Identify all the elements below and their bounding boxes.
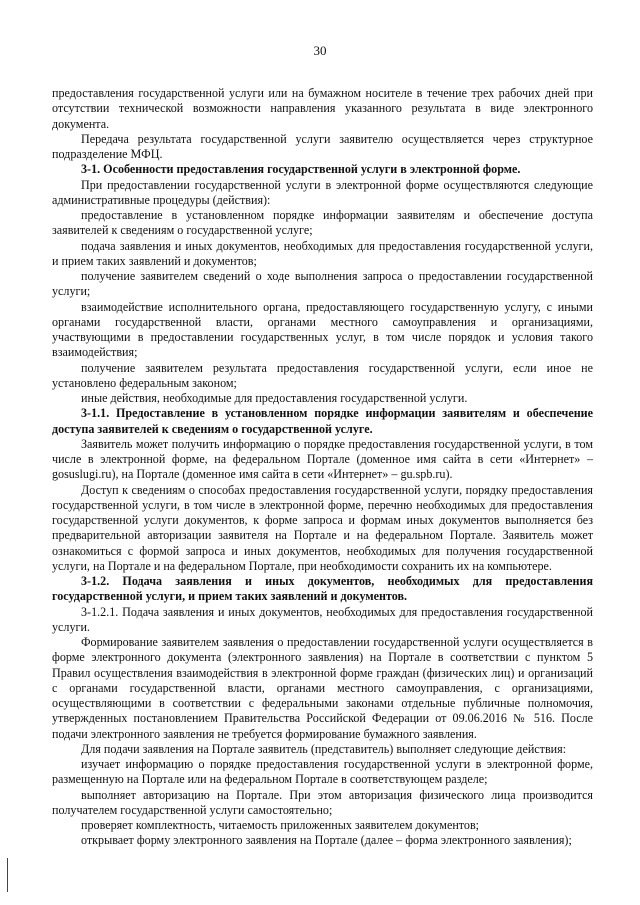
document-body xyxy=(52,86,593,849)
list-item-check-documents: проверяет комплектность, читаемость приложенных заявителем документов; xyxy=(81,818,480,832)
section-heading-3-1-2: 3-1.2. Подача заявления и иных документов, необходимых для предоставления государственной услуги, и прием таких заявлений и документов. xyxy=(52,574,593,604)
section-heading-3-1-2-1: 3-1.2.1. Подача заявления и иных документов, необходимых для предоставления государственной услуги. xyxy=(52,604,593,634)
list-item-authorization: выполняет авторизацию на Портале. При этом авторизация физического лица производится получателем государственной услуги самостоятельно; xyxy=(52,787,593,817)
section-heading-3-1: 3-1. Особенности предоставления государственной услуги в электронной форме. xyxy=(81,162,521,177)
paragraph-applicant-actions: Для подачи заявления на Портале заявитель (представитель) выполняет следующие действия: xyxy=(81,741,567,756)
scan-margin-mark xyxy=(7,858,8,892)
paragraph-procedures-intro: При предоставлении государственной услуги в электронной форме осуществляются следующие административные процедуры (действия): xyxy=(52,177,593,207)
paragraph-mfc-transfer: Передача результата государственной услуги заявителю осуществляется через структурное подразделение МФЦ. xyxy=(52,131,593,161)
page-number: 30 xyxy=(313,43,327,58)
list-item-open-form: открывает форму электронного заявления на Портале (далее – форма электронного заявления); xyxy=(81,833,572,848)
paragraph-electronic-form: Формирование заявителем заявления о предоставлении государственной услуги осуществляется в форме электронного документа (электронного заявления) на Портале в соответствии с пунктом 5 Правил осуществления взаимодействия в электронной форме граждан (физических лиц) и организаций с органами государственной власти, органами местного самоуправления, с организациями, осуществляющими в соответствии с федеральными законами отдельные публичные полномочия, утвержденных постановлением Правительства Российской Федерации от 09.06.2016 № 516. После подачи электронного заявления не требуется формирование бумажного заявления. xyxy=(52,635,593,741)
paragraph-access-without-auth: Доступ к сведениям о способах предоставления государственной услуги, порядку предоставления государственной услуги, в том числе в электронной форме, перечню необходимых для предоставления государственной услуги документов, к форме запроса и формам иных документов выполняется без предварительной авторизации заявителя на Портале и на федеральном Портале. Заявитель может ознакомиться с формой запроса и иных документов, необходимых для получения государственной услуги, на Портале и на федеральном Портале, при необходимости сохранить их на компьютере. xyxy=(52,482,593,573)
list-item-study-info: изучает информацию о порядке предоставления государственной услуги в электронной форме, размещенную на Портале или на федеральном Портале в соответствующем разделе; xyxy=(52,757,593,787)
list-item-status-info: получение заявителем сведений о ходе выполнения запроса о предоставлении государственной услуги; xyxy=(52,269,593,299)
paragraph-result-delivery: предоставления государственной услуги или на бумажном носителе в течение трех рабочих дней при отсутствии технической возможности направления указанного результата в виде электронного документа. xyxy=(52,86,593,131)
section-heading-3-1-1: 3-1.1. Предоставление в установленном порядке информации заявителям и обеспечение доступа заявителей к сведениям о государственной услуге. xyxy=(52,406,593,436)
list-item-application-submission: подача заявления и иных документов, необходимых для предоставления государственной услуги, и прием таких заявлений и документов; xyxy=(52,238,593,268)
list-item-result-receipt: получение заявителем результата предоставления государственной услуги, если иное не установлено федеральным законом; xyxy=(52,360,593,390)
list-item-other-actions: иные действия, необходимые для предоставления государственной услуги. xyxy=(81,391,468,405)
paragraph-portal-info: Заявитель может получить информацию о порядке предоставления государственной услуги, в том числе в электронной форме, на федеральном Портале (доменное имя сайта в сети «Интернет» – gosuslugi.ru), на Портале (доменное имя сайта в сети «Интернет» – gu.spb.ru). xyxy=(52,436,593,482)
list-item-information: предоставление в установленном порядке информации заявителям и обеспечение доступа заявителей к сведениям о государственной услуге; xyxy=(52,208,593,238)
list-item-interaction: взаимодействие исполнительного органа, предоставляющего государственную услугу, с иными органами государственной власти, органами местного самоуправления и организациями, участвующими в предоставлении государственных услуг, в том числе порядок и условия такого взаимодействия; xyxy=(52,299,593,360)
